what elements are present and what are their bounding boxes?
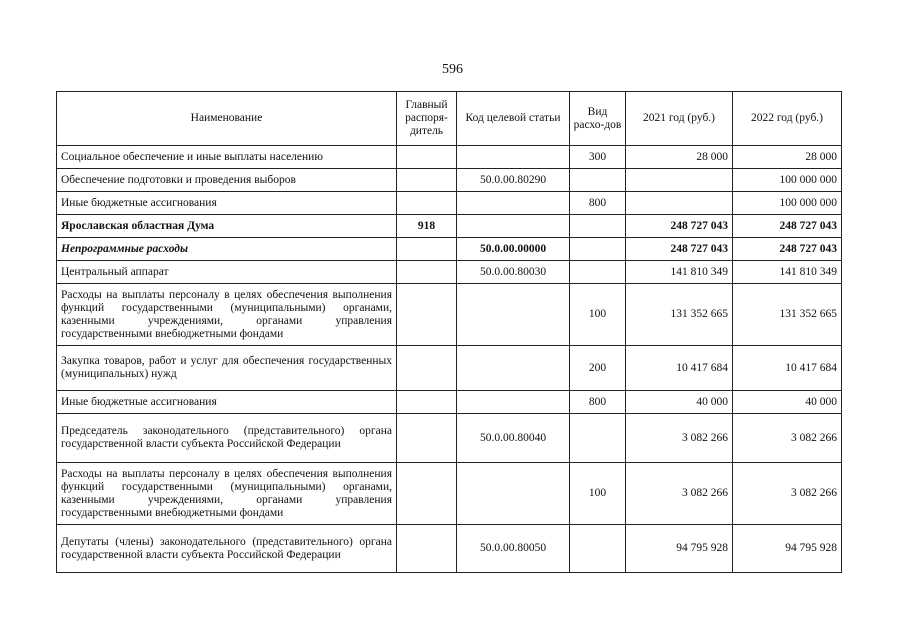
row-2022: 3 082 266: [733, 463, 842, 525]
row-kind: 300: [570, 146, 626, 169]
row-kind: [570, 215, 626, 238]
row-code: [457, 146, 570, 169]
row-kind: 200: [570, 346, 626, 391]
row-code: 50.0.00.80030: [457, 261, 570, 284]
row-manager: [397, 414, 457, 463]
row-code: [457, 391, 570, 414]
row-name: Центральный аппарат: [57, 261, 397, 284]
row-2021: 10 417 684: [626, 346, 733, 391]
row-code: [457, 346, 570, 391]
row-2021: 28 000: [626, 146, 733, 169]
row-name: Иные бюджетные ассигнования: [57, 391, 397, 414]
row-2021: 131 352 665: [626, 284, 733, 346]
header-expense-type: Вид расхо-дов: [570, 92, 626, 146]
row-2021: [626, 169, 733, 192]
table-row: [57, 346, 842, 391]
row-name: [57, 463, 397, 525]
page-number: 596: [442, 62, 463, 77]
row-2022: 141 810 349: [733, 261, 842, 284]
row-manager: [397, 238, 457, 261]
row-manager: [397, 261, 457, 284]
table-row: [57, 146, 842, 169]
row-manager: [397, 391, 457, 414]
table-row: [57, 215, 842, 238]
row-2022: 10 417 684: [733, 346, 842, 391]
row-name: Обеспечение подготовки и проведения выборов: [57, 169, 397, 192]
row-kind: 100: [570, 463, 626, 525]
table-row: [57, 238, 842, 261]
row-code: 50.0.00.80050: [457, 525, 570, 573]
row-2022: 40 000: [733, 391, 842, 414]
row-name: Непрограммные расходы: [57, 238, 397, 261]
row-name: [57, 414, 397, 463]
row-kind: [570, 261, 626, 284]
row-name-text: Закупка товаров, работ и услуг для обеспечения государственных (муниципальных) нужд: [61, 355, 392, 380]
row-2021: 40 000: [626, 391, 733, 414]
row-name: [57, 284, 397, 346]
row-2021: 3 082 266: [626, 463, 733, 525]
row-kind: 800: [570, 192, 626, 215]
row-name-text: Расходы на выплаты персоналу в целях обеспечения выполнения функций государственными (муниципальными) органами, казенными учреждениями, органами управления государственными внебюджетными фондами: [61, 467, 392, 519]
header-target-code: Код целевой статьи: [457, 92, 570, 146]
table-row: [57, 463, 842, 525]
row-2022: 3 082 266: [733, 414, 842, 463]
header-2022: 2022 год (руб.): [733, 92, 842, 146]
row-kind: [570, 169, 626, 192]
row-kind: 100: [570, 284, 626, 346]
row-2021: 248 727 043: [626, 238, 733, 261]
table-row: [57, 414, 842, 463]
table-row: [57, 169, 842, 192]
row-kind: [570, 238, 626, 261]
row-kind: [570, 525, 626, 573]
row-name: Иные бюджетные ассигнования: [57, 192, 397, 215]
row-code: [457, 215, 570, 238]
row-name: [57, 346, 397, 391]
row-2022: 100 000 000: [733, 169, 842, 192]
table-row: [57, 391, 842, 414]
header-manager: Главный распоря-дитель: [397, 92, 457, 146]
row-name-text: Депутаты (члены) законодательного (представительного) органа государственной власти субъекта Российской Федерации: [61, 535, 392, 561]
row-2021: 248 727 043: [626, 215, 733, 238]
row-2021: 141 810 349: [626, 261, 733, 284]
row-code: 50.0.00.00000: [457, 238, 570, 261]
row-code: [457, 284, 570, 346]
row-kind: [570, 414, 626, 463]
row-2021: 3 082 266: [626, 414, 733, 463]
row-2022: 100 000 000: [733, 192, 842, 215]
row-manager: [397, 192, 457, 215]
row-2022: 94 795 928: [733, 525, 842, 573]
row-code: 50.0.00.80290: [457, 169, 570, 192]
row-manager: [397, 525, 457, 573]
budget-table: [56, 91, 842, 573]
row-2021: [626, 192, 733, 215]
row-name-text: Расходы на выплаты персоналу в целях обеспечения выполнения функций государственными (муниципальными) органами, казенными учреждениями, органами управления государственными внебюджетными фондами: [61, 288, 392, 340]
header-name: Наименование: [57, 92, 397, 146]
table-row: [57, 261, 842, 284]
table-row: [57, 284, 842, 346]
row-manager: [397, 284, 457, 346]
row-2022: 248 727 043: [733, 238, 842, 261]
row-2021: 94 795 928: [626, 525, 733, 573]
row-code: [457, 192, 570, 215]
row-name-text: Председатель законодательного (представительного) органа государственной власти субъекта Российской Федерации: [61, 425, 392, 450]
row-manager: 918: [397, 215, 457, 238]
table-row: [57, 525, 842, 573]
row-code: 50.0.00.80040: [457, 414, 570, 463]
table-header-row: [57, 92, 842, 146]
row-2022: 131 352 665: [733, 284, 842, 346]
row-code: [457, 463, 570, 525]
row-2022: 28 000: [733, 146, 842, 169]
row-kind: 800: [570, 391, 626, 414]
header-2021: 2021 год (руб.): [626, 92, 733, 146]
row-2022: 248 727 043: [733, 215, 842, 238]
row-manager: [397, 346, 457, 391]
row-name: Ярославская областная Дума: [57, 215, 397, 238]
row-manager: [397, 169, 457, 192]
row-name: [57, 525, 397, 573]
row-name: Социальное обеспечение и иные выплаты населению: [57, 146, 397, 169]
table-row: [57, 192, 842, 215]
row-manager: [397, 463, 457, 525]
row-manager: [397, 146, 457, 169]
